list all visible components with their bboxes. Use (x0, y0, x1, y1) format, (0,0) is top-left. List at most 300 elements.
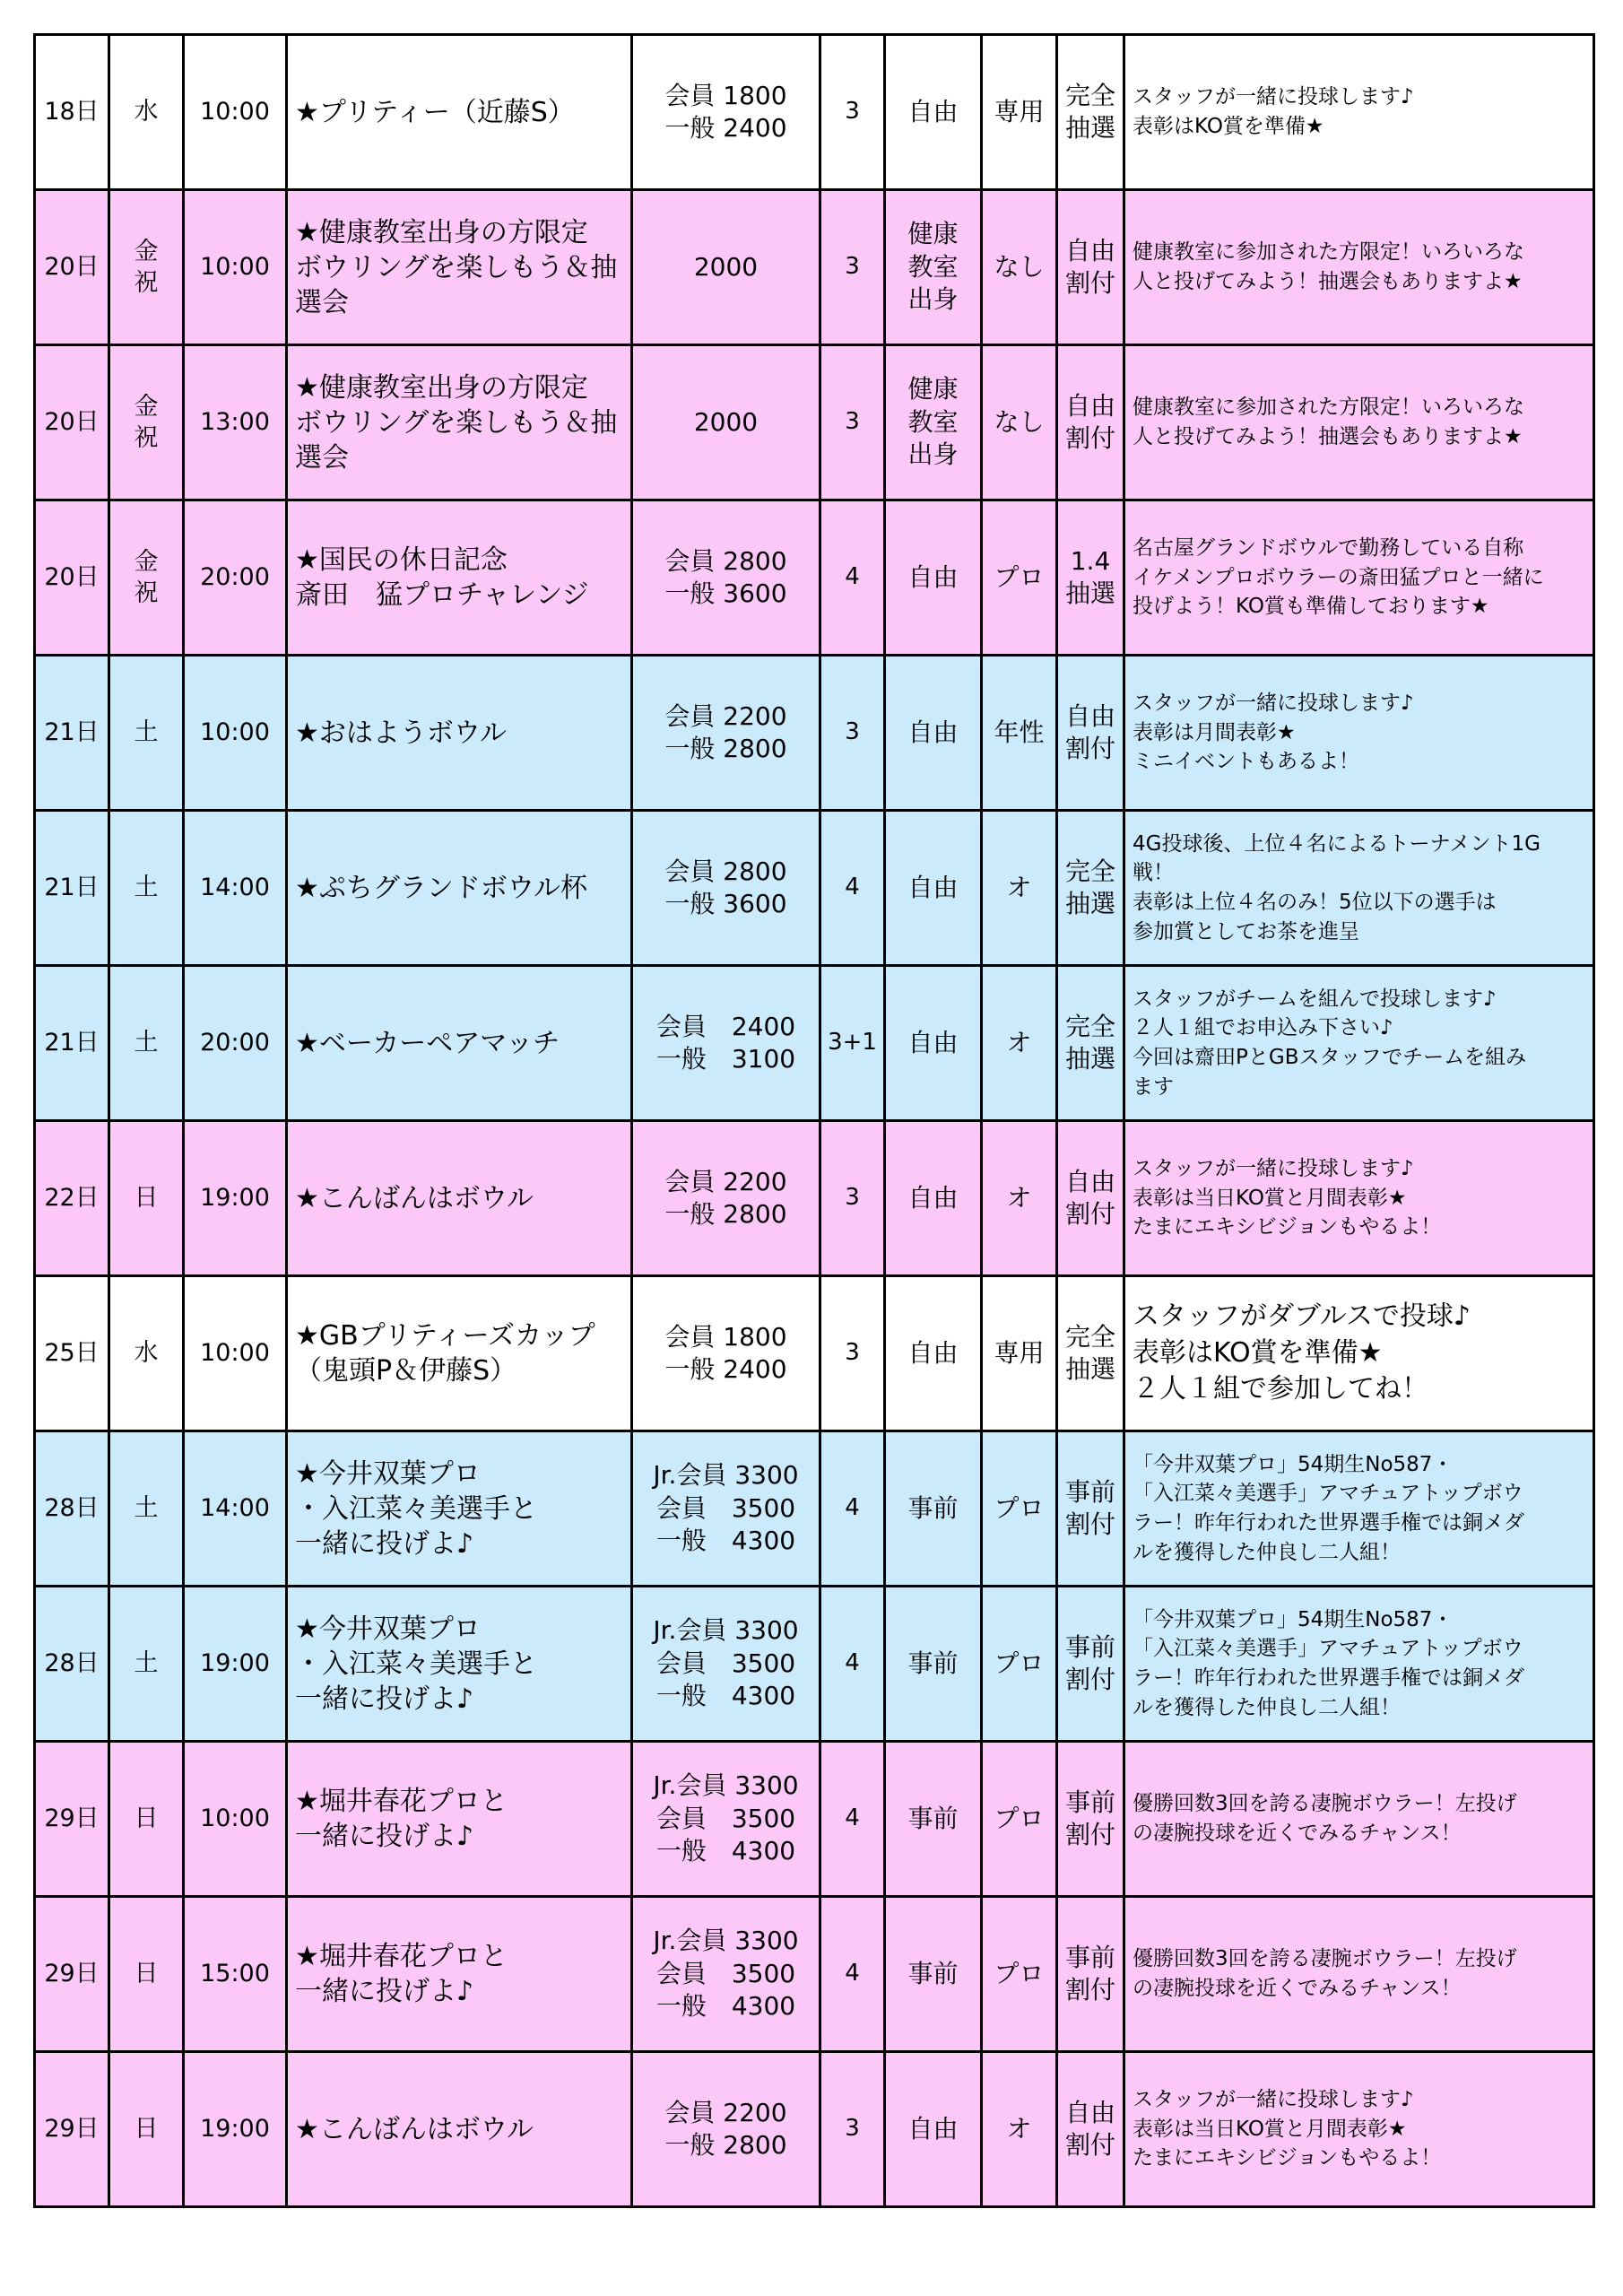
weekday-line: 日 (134, 1805, 159, 1833)
method-line: 割付 (1064, 1975, 1115, 2005)
note-line: 人と投げてみよう！抽選会もありますよ★ (1133, 425, 1523, 448)
note-line: ラー！昨年行われた世界選手権では銅メダ (1133, 1511, 1524, 1535)
fee-line: Jr.会員 3300 (653, 1460, 799, 1491)
event-line: ★おはようボウル (295, 717, 507, 749)
event-line: ★堀井春花プロと (295, 1941, 508, 1972)
entry-line: 自由 (907, 96, 959, 126)
note-cell (1124, 345, 1594, 500)
date-cell: 20日 (35, 345, 109, 500)
entry-line: 自由 (907, 1182, 959, 1213)
fee-cell (632, 656, 820, 811)
entry-cell (885, 811, 982, 966)
note-line: イケメンプロボウラーの斎田猛プロと一緒に (1133, 565, 1544, 589)
note-line: 優勝回数3回を誇る凄腕ボウラー！左投げ (1133, 1947, 1517, 1971)
weekday-line: 金 (134, 392, 159, 421)
method-cell (1057, 1431, 1124, 1587)
table-row (35, 1897, 1594, 2052)
entry-cell (885, 345, 982, 500)
method-cell (1057, 656, 1124, 811)
event-line: ★健康教室出身の方限定 (295, 371, 588, 404)
method-line: 抽選 (1064, 578, 1115, 608)
fee-cell (632, 1897, 820, 2052)
table-row (35, 1587, 1594, 1742)
time-cell: 10:00 (184, 656, 287, 811)
note-line: 戦！ (1133, 861, 1174, 885)
method-line: 割付 (1064, 1820, 1115, 1849)
method-line: 自由 (1064, 2097, 1115, 2127)
fee-cell (632, 1431, 820, 1587)
method-line: 事前 (1064, 1942, 1115, 1972)
method-cell (1057, 1587, 1124, 1742)
fee-line: 会員 2800 (664, 856, 787, 886)
event-cell (287, 811, 632, 966)
lane-cell: オ (982, 1121, 1057, 1276)
method-line: 自由 (1064, 390, 1115, 421)
method-line: 自由 (1064, 235, 1115, 265)
method-line: 抽選 (1064, 889, 1115, 918)
table-row (35, 35, 1594, 190)
fee-line: 会員 2800 (664, 545, 787, 576)
note-line: スタッフが一緒に投球します♪ (1133, 85, 1414, 109)
fee-line: Jr.会員 3300 (653, 1770, 799, 1801)
table-row (35, 656, 1594, 811)
method-line: 完全 (1064, 1011, 1115, 1041)
entry-line: 事前 (907, 1958, 959, 1988)
weekday-cell (109, 190, 184, 345)
entry-cell (885, 190, 982, 345)
fee-line: 会員 3500 (655, 1492, 796, 1523)
weekday-line: 水 (134, 1339, 159, 1368)
weekday-cell (109, 1897, 184, 2052)
entry-line: 教室 (907, 251, 959, 282)
weekday-line: 祝 (134, 424, 159, 452)
note-line: たまにエキシビジョンもやるよ！ (1133, 2146, 1442, 2170)
schedule-body (35, 35, 1594, 2207)
time-cell: 20:00 (184, 966, 287, 1121)
note-cell (1124, 1276, 1594, 1431)
entry-line: 自由 (907, 2113, 959, 2144)
event-line: 一緒に投げよ♪ (295, 1821, 474, 1852)
table-row (35, 966, 1594, 1121)
weekday-line: 土 (134, 874, 159, 902)
entry-cell (885, 2052, 982, 2207)
fee-cell (632, 2052, 820, 2207)
time-cell: 15:00 (184, 1897, 287, 2052)
method-line: 抽選 (1064, 1044, 1115, 1074)
time-cell: 20:00 (184, 500, 287, 656)
games-cell: 3 (820, 656, 885, 811)
entry-cell (885, 35, 982, 190)
date-cell: 29日 (35, 2052, 109, 2207)
fee-line: 会員 2200 (664, 700, 787, 731)
event-line: ★健康教室出身の方限定 (295, 216, 588, 248)
note-cell (1124, 656, 1594, 811)
method-line: 抽選 (1064, 113, 1115, 143)
method-cell (1057, 35, 1124, 190)
method-line: 完全 (1064, 1321, 1115, 1352)
fee-cell (632, 1121, 820, 1276)
weekday-cell (109, 1276, 184, 1431)
event-cell (287, 345, 632, 500)
lane-cell: オ (982, 2052, 1057, 2207)
table-row (35, 1121, 1594, 1276)
date-cell: 20日 (35, 500, 109, 656)
event-line: ★こんばんはボウル (295, 2113, 534, 2145)
fee-line: 一般 4300 (655, 1836, 796, 1866)
event-line: ★今井双葉プロ (295, 1457, 481, 1490)
event-cell (287, 35, 632, 190)
method-line: 完全 (1064, 80, 1115, 110)
fee-line: 一般 3600 (664, 578, 787, 608)
note-line: の凄腕投球を近くでみるチャンス！ (1133, 1977, 1462, 2000)
fee-line: 一般 2400 (664, 113, 787, 143)
note-line: ミニイベントもあるよ！ (1133, 750, 1359, 774)
weekday-line: 日 (134, 1184, 159, 1213)
event-cell (287, 1897, 632, 2052)
fee-line: 会員 3500 (655, 1648, 796, 1678)
weekday-cell (109, 966, 184, 1121)
weekday-cell (109, 500, 184, 656)
event-line: ・入江菜々美選手と (295, 1648, 537, 1680)
games-cell: 4 (820, 1897, 885, 2052)
event-line: 一緒に投げよ♪ (295, 1527, 474, 1560)
games-cell: 4 (820, 1587, 885, 1742)
time-cell: 14:00 (184, 1431, 287, 1587)
date-cell: 25日 (35, 1276, 109, 1431)
weekday-line: 土 (134, 1494, 159, 1523)
note-cell (1124, 1431, 1594, 1587)
note-line: 健康教室に参加された方限定！いろいろな (1133, 396, 1524, 420)
fee-cell (632, 1587, 820, 1742)
weekday-line: 土 (134, 1649, 159, 1678)
fee-line: 一般 4300 (655, 1681, 796, 1711)
table-row (35, 345, 1594, 500)
note-cell (1124, 811, 1594, 966)
weekday-cell (109, 345, 184, 500)
weekday-cell (109, 35, 184, 190)
note-line: 「入江菜々美選手」アマチュアトップボウ (1133, 1637, 1523, 1661)
date-cell: 22日 (35, 1121, 109, 1276)
lane-cell: プロ (982, 1897, 1057, 2052)
date-cell: 21日 (35, 966, 109, 1121)
method-line: 完全 (1064, 856, 1115, 886)
entry-cell (885, 1587, 982, 1742)
entry-line: 自由 (907, 561, 959, 592)
entry-line: 健康 (907, 219, 959, 249)
entry-line: 自由 (907, 1337, 959, 1368)
note-cell (1124, 1121, 1594, 1276)
table-row (35, 1431, 1594, 1587)
entry-line: 健康 (907, 374, 959, 404)
weekday-line: 水 (134, 98, 159, 126)
table-row (35, 190, 1594, 345)
note-line: 表彰はKO賞を準備★ (1133, 115, 1324, 138)
event-line: ★ぷちグランドボウル杯 (295, 872, 587, 904)
note-cell (1124, 500, 1594, 656)
note-cell (1124, 966, 1594, 1121)
event-cell (287, 500, 632, 656)
games-cell: 3+1 (820, 966, 885, 1121)
date-cell: 21日 (35, 656, 109, 811)
fee-cell (632, 500, 820, 656)
note-line: 「今井双葉プロ」54期生No587・ (1133, 1452, 1454, 1476)
note-line: 表彰は上位４名のみ！5位以下の選手は (1133, 891, 1497, 914)
weekday-cell (109, 1587, 184, 1742)
note-cell (1124, 2052, 1594, 2207)
note-line: スタッフが一緒に投球します♪ (1133, 2088, 1414, 2112)
fee-line: 会員 1800 (664, 1321, 787, 1352)
note-cell (1124, 1897, 1594, 2052)
entry-line: 自由 (907, 872, 959, 902)
note-line: 表彰は当日KO賞と月間表彰★ (1133, 2117, 1407, 2141)
weekday-cell (109, 1121, 184, 1276)
note-line: スタッフが一緒に投球します♪ (1133, 1157, 1414, 1181)
note-line: 人と投げてみよう！抽選会もありますよ★ (1133, 270, 1523, 293)
method-line: 割付 (1064, 734, 1115, 763)
method-cell (1057, 1121, 1124, 1276)
weekday-line: 金 (134, 237, 159, 265)
weekday-cell (109, 1742, 184, 1897)
entry-line: 事前 (907, 1492, 959, 1523)
note-line: スタッフがダブルスで投球♪ (1133, 1300, 1471, 1333)
weekday-cell (109, 811, 184, 966)
method-cell (1057, 1897, 1124, 2052)
event-line: 斎田 猛プロチャレンジ (295, 579, 589, 611)
note-line: ２人１組で参加してね！ (1133, 1373, 1428, 1405)
note-cell (1124, 190, 1594, 345)
event-line: ・入江菜々美選手と (295, 1492, 537, 1525)
note-cell (1124, 1742, 1594, 1897)
entry-cell (885, 1897, 982, 2052)
fee-line: 会員 3500 (655, 1958, 796, 1988)
lane-cell: プロ (982, 500, 1057, 656)
note-line: 4G投球後、上位４名によるトーナメント1G (1133, 831, 1541, 856)
note-line: 参加賞としてお茶を進呈 (1133, 919, 1359, 944)
note-line: スタッフがチームを組んで投球します♪ (1133, 987, 1497, 1011)
method-line: 自由 (1064, 1166, 1115, 1196)
note-line: の凄腕投球を近くでみるチャンス！ (1133, 1822, 1462, 1845)
note-line: 投げよう！KO賞も準備しております★ (1133, 595, 1489, 619)
games-cell: 4 (820, 1742, 885, 1897)
note-line: 表彰はKO賞を準備★ (1133, 1336, 1383, 1369)
games-cell: 4 (820, 811, 885, 966)
note-line: たまにエキシビジョンもやるよ！ (1133, 1215, 1442, 1239)
event-cell (287, 1121, 632, 1276)
lane-cell: なし (982, 345, 1057, 500)
event-cell (287, 190, 632, 345)
games-cell: 4 (820, 1431, 885, 1587)
time-cell: 19:00 (184, 1587, 287, 1742)
event-line: 一緒に投げよ♪ (295, 1683, 474, 1715)
table-row (35, 2052, 1594, 2207)
time-cell: 10:00 (184, 1276, 287, 1431)
fee-line: 会員 2400 (655, 1011, 796, 1041)
note-line: 優勝回数3回を誇る凄腕ボウラー！左投げ (1133, 1792, 1517, 1816)
event-line: ★プリティー（近藤S） (295, 96, 575, 128)
entry-line: 事前 (907, 1648, 959, 1678)
fee-line: 会員 1800 (664, 80, 787, 110)
event-line: 選会 (295, 286, 349, 318)
lane-cell: なし (982, 190, 1057, 345)
event-line: ボウリングを楽しもう＆抽 (295, 406, 618, 439)
note-cell (1124, 35, 1594, 190)
entry-cell (885, 1742, 982, 1897)
date-cell: 18日 (35, 35, 109, 190)
note-line: ます (1133, 1074, 1174, 1099)
event-cell (287, 966, 632, 1121)
method-line: 事前 (1064, 1631, 1115, 1662)
note-line: ２人１組でお申込み下さい♪ (1133, 1016, 1393, 1040)
method-line: 割付 (1064, 2130, 1115, 2160)
games-cell: 3 (820, 2052, 885, 2207)
note-line: ラー！昨年行われた世界選手権では銅メダ (1133, 1666, 1524, 1690)
date-cell: 21日 (35, 811, 109, 966)
event-cell (287, 1587, 632, 1742)
time-cell: 14:00 (184, 811, 287, 966)
method-cell (1057, 1742, 1124, 1897)
date-cell: 20日 (35, 190, 109, 345)
entry-cell (885, 1276, 982, 1431)
games-cell: 3 (820, 35, 885, 190)
lane-cell: オ (982, 811, 1057, 966)
games-cell: 3 (820, 1276, 885, 1431)
weekday-line: 金 (134, 547, 159, 576)
note-line: 健康教室に参加された方限定！いろいろな (1133, 240, 1524, 265)
time-cell: 19:00 (184, 1121, 287, 1276)
fee-cell (632, 35, 820, 190)
lane-cell: オ (982, 966, 1057, 1121)
event-line: 一緒に投げよ♪ (295, 1976, 474, 2007)
lane-cell: 専用 (982, 35, 1057, 190)
note-line: 表彰は月間表彰★ (1133, 720, 1296, 744)
entry-line: 事前 (907, 1803, 959, 1833)
entry-cell (885, 1121, 982, 1276)
weekday-line: 日 (134, 1960, 159, 1988)
table-row (35, 1742, 1594, 1897)
event-line: ボウリングを楽しもう＆抽 (295, 251, 618, 283)
fee-line: Jr.会員 3300 (653, 1615, 799, 1646)
event-cell (287, 2052, 632, 2207)
fee-cell (632, 1276, 820, 1431)
method-cell (1057, 2052, 1124, 2207)
fee-cell (632, 190, 820, 345)
note-line: 名古屋グランドボウルで勤務している自称 (1133, 536, 1524, 561)
weekday-cell (109, 1431, 184, 1587)
note-line: 今回は齋田PとGBスタッフでチームを組み (1133, 1046, 1527, 1069)
entry-cell (885, 966, 982, 1121)
method-cell (1057, 190, 1124, 345)
method-line: 割付 (1064, 1509, 1115, 1539)
event-line: （鬼頭P＆伊藤S） (295, 1355, 517, 1387)
event-line: ★今井双葉プロ (295, 1613, 481, 1645)
fee-line: Jr.会員 3300 (653, 1926, 799, 1956)
note-line: 「今井双葉プロ」54期生No587・ (1133, 1607, 1454, 1631)
event-line: ★ベーカーペアマッチ (295, 1027, 560, 1059)
method-line: 事前 (1064, 1787, 1115, 1817)
method-line: 割付 (1064, 1199, 1115, 1229)
games-cell: 3 (820, 190, 885, 345)
method-line: 事前 (1064, 1476, 1115, 1507)
entry-line: 出身 (907, 284, 959, 315)
note-line: 表彰は当日KO賞と月間表彰★ (1133, 1186, 1407, 1210)
fee-line: 会員 2200 (664, 1166, 787, 1196)
note-cell (1124, 1587, 1594, 1742)
fee-cell (632, 345, 820, 500)
lane-cell: 専用 (982, 1276, 1057, 1431)
fee-line: 一般 2800 (664, 1199, 787, 1229)
time-cell: 13:00 (184, 345, 287, 500)
table-row (35, 500, 1594, 656)
method-cell (1057, 966, 1124, 1121)
fee-cell (632, 811, 820, 966)
event-line: ★国民の休日記念 (295, 544, 508, 576)
event-cell (287, 1276, 632, 1431)
entry-line: 教室 (907, 406, 959, 437)
fee-line: 会員 3500 (655, 1803, 796, 1833)
games-cell: 3 (820, 345, 885, 500)
fee-line: 2000 (693, 406, 759, 437)
entry-line: 自由 (907, 717, 959, 747)
date-cell: 28日 (35, 1431, 109, 1587)
fee-line: 一般 4300 (655, 1991, 796, 2022)
time-cell: 10:00 (184, 1742, 287, 1897)
event-line: ★GBプリティーズカップ (295, 1320, 595, 1352)
note-line: ルを獲得した仲良し二人組！ (1133, 1540, 1401, 1564)
lane-cell: プロ (982, 1587, 1057, 1742)
lane-cell: 年性 (982, 656, 1057, 811)
entry-cell (885, 656, 982, 811)
event-cell (287, 1431, 632, 1587)
time-cell: 19:00 (184, 2052, 287, 2207)
weekday-line: 土 (134, 1029, 159, 1057)
weekday-cell (109, 2052, 184, 2207)
entry-line: 自由 (907, 1027, 959, 1057)
event-cell (287, 1742, 632, 1897)
weekday-line: 土 (134, 718, 159, 747)
method-line: 割付 (1064, 268, 1115, 298)
method-line: 抽選 (1064, 1354, 1115, 1384)
fee-cell (632, 966, 820, 1121)
time-cell: 10:00 (184, 35, 287, 190)
method-line: 自由 (1064, 700, 1115, 731)
games-cell: 3 (820, 1121, 885, 1276)
weekday-line: 日 (134, 2115, 159, 2144)
note-line: ルを獲得した仲良し二人組！ (1133, 1695, 1401, 1719)
weekday-line: 祝 (134, 579, 159, 607)
fee-line: 会員 2200 (664, 2097, 787, 2127)
weekday-line: 祝 (134, 269, 159, 297)
event-line: ★堀井春花プロと (295, 1786, 508, 1817)
entry-cell (885, 500, 982, 656)
note-line: 「入江菜々美選手」アマチュアトップボウ (1133, 1482, 1523, 1506)
fee-line: 一般 3600 (664, 889, 787, 918)
fee-line: 一般 3100 (655, 1044, 796, 1074)
date-cell: 29日 (35, 1742, 109, 1897)
weekday-cell (109, 656, 184, 811)
fee-line: 一般 2800 (664, 2130, 787, 2160)
table-row (35, 1276, 1594, 1431)
note-line: スタッフが一緒に投球します♪ (1133, 691, 1414, 716)
games-cell: 4 (820, 500, 885, 656)
lane-cell: プロ (982, 1742, 1057, 1897)
fee-line: 一般 2400 (664, 1354, 787, 1384)
event-line: ★こんばんはボウル (295, 1182, 534, 1214)
fee-line: 一般 2800 (664, 734, 787, 763)
time-cell: 10:00 (184, 190, 287, 345)
schedule-table (33, 33, 1595, 2208)
method-cell (1057, 500, 1124, 656)
method-line: 割付 (1064, 1665, 1115, 1694)
